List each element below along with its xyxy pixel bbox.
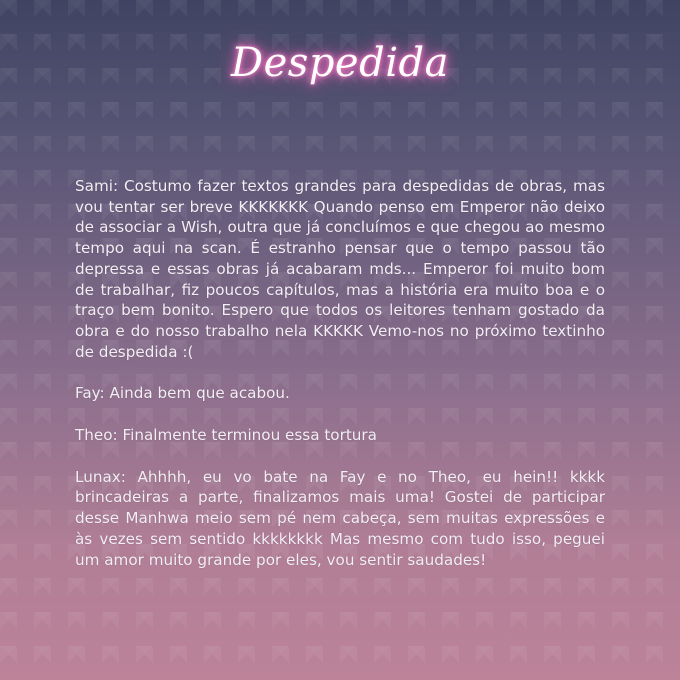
paragraph-theo: Theo: Finalmente terminou essa tortura [75, 426, 377, 445]
paragraph-fay: Fay: Ainda bem que acabou. [75, 384, 290, 403]
page-title: Despedida [231, 40, 449, 86]
paragraph-sami: Sami: Costumo fazer textos grandes para despedidas de obras, mas vou tentar ser breve KKKKKKK Quando penso em Emperor não deixo de associar a Wish, outra que já concluímos e que chegou ao mesmo tempo aqui na scan. É estranho pensar que o tempo passou tão depressa e essas obras já acabaram mds... Emperor foi muito bom de trabalhar, fiz poucos capítulos, mas a história era muito boa e o traço bem bonito. Espero que todos os leitores tenham gostado da obra e do nosso trabalho nela KKKKK Vemo-nos no próximo textinho de despedida :( [75, 177, 605, 361]
farewell-text [75, 176, 605, 591]
paragraph-lunax: Lunax: Ahhhh, eu vo bate na Fay e no Theo, eu hein!! kkkk brincadeiras a parte, finalizamos mais uma! Gostei de participar desse Manhwa meio sem pé nem cabeça, sem muitas expressões e às vezes sem sentido kkkkkkkk Mas mesmo com tudo isso, peguei um amor muito grande por eles, vou sentir saudades! [75, 467, 605, 569]
